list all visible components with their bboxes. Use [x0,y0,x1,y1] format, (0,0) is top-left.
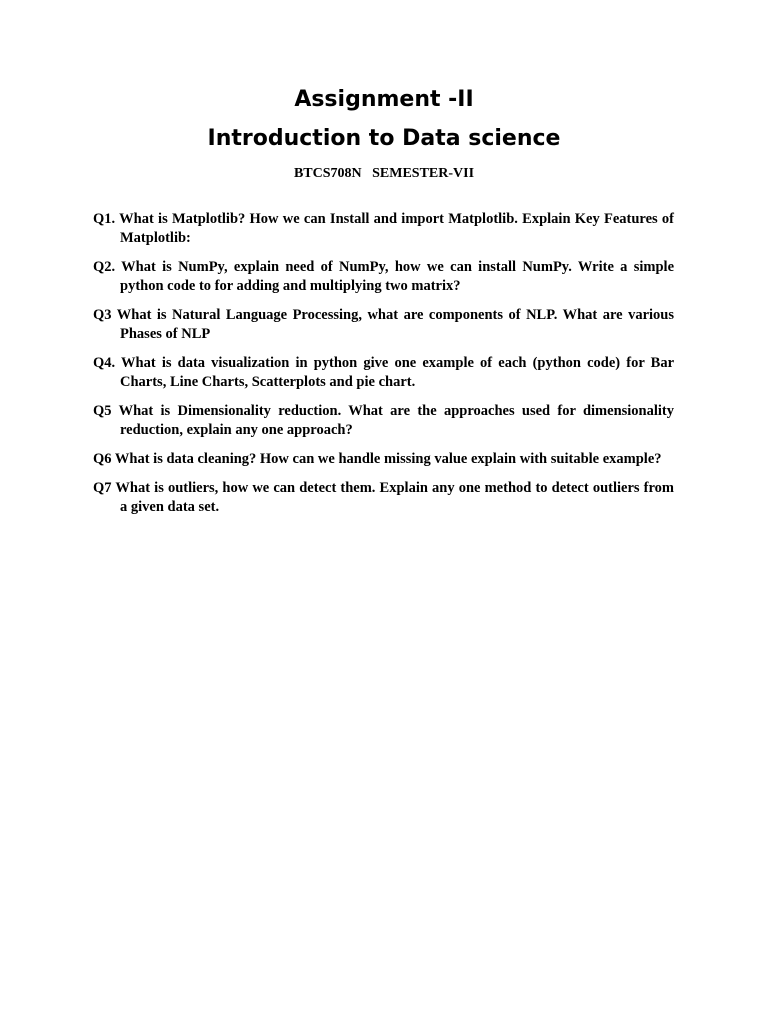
question-1: Q1. What is Matplotlib? How we can Install and import Matplotlib. Explain Key Features of Matplotlib: [93,211,674,246]
question-2: Q2. What is NumPy, explain need of NumPy, how we can install NumPy. Write a simple python code to for adding and multiplying two matrix? [93,259,674,294]
assignment-title: Assignment -II [294,87,474,112]
question-5: Q5 What is Dimensionality reduction. What are the approaches used for dimensionality reduction, explain any one approach? [93,403,674,438]
question-6: Q6 What is data cleaning? How can we handle missing value explain with suitable example? [93,451,662,467]
question-7: Q7 What is outliers, how we can detect them. Explain any one method to detect outliers from a given data set. [93,480,674,515]
question-4: Q4. What is data visualization in python give one example of each (python code) for Bar Charts, Line Charts, Scatterplots and pie chart. [93,355,674,390]
question-list [93,210,674,527]
question-3: Q3 What is Natural Language Processing, what are components of NLP. What are various Phases of NLP [93,307,674,342]
course-code-semester: BTCS708N SEMESTER-VII [293,166,475,181]
course-title: Introduction to Data science [207,126,561,151]
